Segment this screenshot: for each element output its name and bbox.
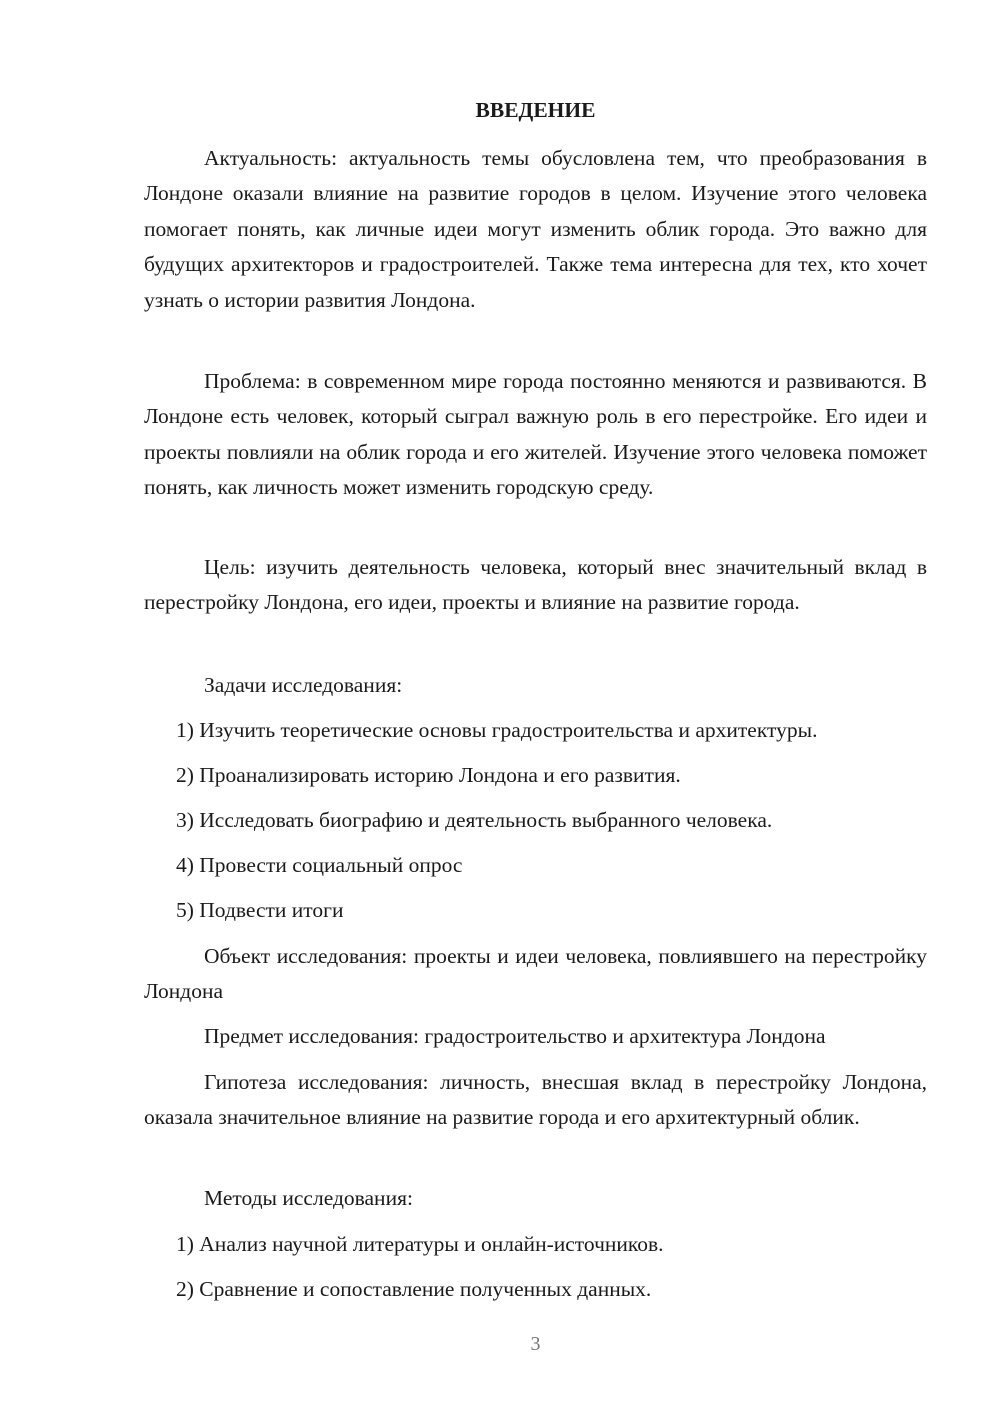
page-number: 3 — [530, 1333, 541, 1355]
list-item: 5) Подвести итоги — [176, 898, 344, 922]
list-item: 4) Провести социальный опрос — [176, 853, 463, 877]
tasks-heading: Задачи исследования: — [204, 673, 403, 697]
methods-heading: Методы исследования: — [204, 1186, 413, 1210]
list-item: 2) Проанализировать историю Лондона и его развития. — [176, 763, 681, 787]
paragraph-goal: Цель: изучить деятельность человека, который внес значительный вклад в перестройку Лондона, его идеи, проекты и влияние на развитие города. — [144, 555, 927, 615]
list-item: 3) Исследовать биографию и деятельность выбранного человека. — [176, 808, 773, 832]
paragraph-object: Объект исследования: проекты и идеи человека, повлиявшего на перестройку Лондона — [144, 944, 927, 1004]
list-item: 2) Сравнение и сопоставление полученных данных. — [176, 1277, 652, 1301]
paragraph-problem: Проблема: в современном мире города постоянно меняются и развиваются. В Лондоне есть человек, который сыграл важную роль в его перестройке. Его идеи и проекты повлияли на облик города и его жителей. Изучение этого человека поможет понять, как личность может изменить городскую среду. — [144, 369, 927, 500]
list-item: 1) Анализ научной литературы и онлайн-источников. — [176, 1232, 664, 1256]
page-title: ВВЕДЕНИЕ — [475, 98, 596, 122]
paragraph-relevance: Актуальность: актуальность темы обусловлена тем, что преобразования в Лондоне оказали влияние на развитие городов в целом. Изучение этого человека помогает понять, как личные идеи могут изменить облик города. Это важно для будущих архитекторов и градостроителей. Также тема интересна для тех, кто хочет узнать о истории развития Лондона. — [144, 146, 927, 312]
paragraph-subject: Предмет исследования: градостроительство и архитектура Лондона — [204, 1024, 826, 1048]
list-item: 1) Изучить теоретические основы градостроительства и архитектуры. — [176, 718, 818, 742]
paragraph-hypothesis: Гипотеза исследования: личность, внесшая вклад в перестройку Лондона, оказала значительное влияние на развитие города и его архитектурный облик. — [144, 1070, 927, 1130]
